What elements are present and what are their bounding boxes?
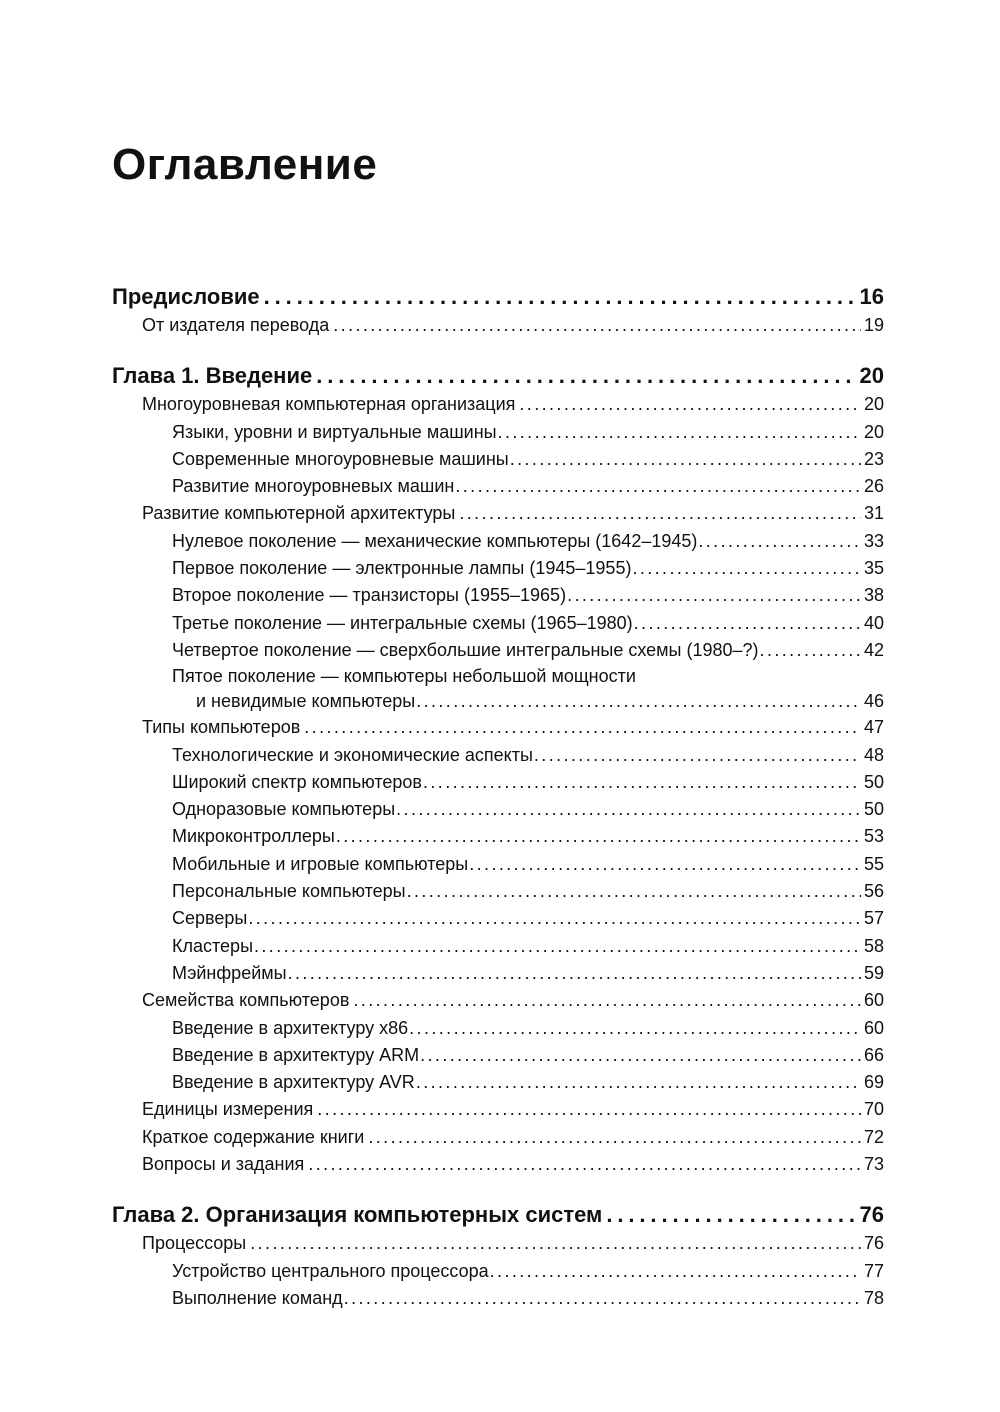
toc-entry[interactable] bbox=[112, 446, 884, 473]
toc-entry[interactable] bbox=[112, 714, 884, 741]
toc-entry[interactable] bbox=[112, 823, 884, 850]
toc-page-number: 20 bbox=[863, 394, 884, 415]
toc-page-number: 46 bbox=[863, 691, 884, 712]
toc-chapter[interactable] bbox=[112, 1200, 884, 1230]
toc-entry-title: Введение в архитектуру x86 bbox=[172, 1017, 409, 1038]
dot-leader bbox=[344, 1285, 861, 1312]
dot-leader bbox=[420, 1042, 861, 1069]
toc-page-number: 69 bbox=[863, 1072, 884, 1093]
toc-page-number: 16 bbox=[859, 284, 884, 309]
dot-leader bbox=[304, 714, 861, 741]
toc-entry-title: Введение в архитектуру ARM bbox=[172, 1044, 420, 1065]
toc-chapter-title: Глава 1. Введение bbox=[112, 363, 313, 389]
toc-entry[interactable] bbox=[112, 473, 884, 500]
toc-page-number: 31 bbox=[863, 503, 884, 524]
toc-page-number: 48 bbox=[863, 744, 884, 765]
toc-entry[interactable] bbox=[112, 1285, 884, 1312]
toc-entry[interactable] bbox=[112, 637, 884, 664]
toc-entry[interactable] bbox=[112, 742, 884, 769]
toc-entry-title: Технологические и экономические аспекты bbox=[172, 744, 533, 765]
dot-leader bbox=[248, 905, 861, 932]
dot-leader bbox=[254, 933, 861, 960]
toc-entry-title: Микроконтроллеры bbox=[172, 826, 335, 847]
dot-leader bbox=[698, 528, 861, 555]
toc-entry[interactable] bbox=[112, 312, 884, 339]
dot-leader bbox=[316, 361, 856, 391]
dot-leader bbox=[353, 987, 861, 1014]
toc-entry[interactable] bbox=[112, 987, 884, 1014]
toc-page-number: 26 bbox=[863, 476, 884, 497]
toc-page-number: 50 bbox=[863, 799, 884, 820]
toc-entry-title: Серверы bbox=[172, 908, 248, 929]
toc-page-number: 40 bbox=[863, 612, 884, 633]
dot-leader bbox=[308, 1151, 861, 1178]
toc-page-number: 50 bbox=[863, 771, 884, 792]
toc-entry[interactable] bbox=[112, 851, 884, 878]
toc-entry[interactable] bbox=[112, 610, 884, 637]
toc-page-number: 33 bbox=[863, 530, 884, 551]
toc-entry[interactable] bbox=[112, 933, 884, 960]
toc-page-number: 56 bbox=[863, 881, 884, 902]
dot-leader bbox=[606, 1200, 856, 1230]
toc-entry[interactable] bbox=[112, 528, 884, 555]
toc-chapter-title: Предисловие bbox=[112, 284, 260, 309]
toc-page-number: 35 bbox=[863, 558, 884, 579]
dot-leader bbox=[567, 582, 861, 609]
toc-page-number: 23 bbox=[863, 448, 884, 469]
toc-page-number: 55 bbox=[863, 853, 884, 874]
dot-leader bbox=[368, 1124, 861, 1151]
dot-leader bbox=[634, 610, 861, 637]
toc-page-number: 70 bbox=[863, 1099, 884, 1120]
toc-page-number: 58 bbox=[863, 935, 884, 956]
toc-entry-title: Современные многоуровневые машины bbox=[172, 448, 509, 469]
toc-page-number: 76 bbox=[863, 1233, 884, 1254]
toc-entry-title: Процессоры bbox=[142, 1233, 247, 1254]
toc-entry[interactable] bbox=[112, 1096, 884, 1123]
toc-entry-title: Широкий спектр компьютеров bbox=[172, 771, 422, 792]
toc-entry[interactable] bbox=[112, 582, 884, 609]
toc-entry[interactable] bbox=[112, 1015, 884, 1042]
dot-leader bbox=[288, 960, 861, 987]
toc-chapter[interactable] bbox=[112, 361, 884, 391]
toc-entry-title: Третье поколение — интегральные схемы (1965–1980) bbox=[172, 612, 633, 633]
dot-leader bbox=[409, 1015, 861, 1042]
dot-leader bbox=[455, 473, 861, 500]
toc-entry-line bbox=[172, 688, 884, 714]
dot-leader bbox=[760, 637, 861, 664]
toc-page-number: 53 bbox=[863, 826, 884, 847]
toc-page-number: 76 bbox=[859, 1202, 884, 1228]
toc-entry-title: Единицы измерения bbox=[142, 1099, 314, 1120]
toc-page-number: 59 bbox=[863, 962, 884, 983]
toc-page-number: 72 bbox=[863, 1126, 884, 1147]
toc-page-number: 47 bbox=[863, 717, 884, 738]
toc-entry-title: Мэйнфреймы bbox=[172, 962, 287, 983]
dot-leader bbox=[317, 1096, 861, 1123]
toc-entry[interactable] bbox=[112, 960, 884, 987]
toc-entry-title: Устройство центрального процессора bbox=[172, 1260, 489, 1281]
toc-entry-title: Семейства компьютеров bbox=[142, 990, 350, 1011]
toc-entry[interactable] bbox=[112, 1258, 884, 1285]
toc-entry-title: Типы компьютеров bbox=[142, 717, 301, 738]
page-title: Оглавление bbox=[112, 140, 378, 189]
table-of-contents bbox=[112, 282, 884, 1312]
dot-leader bbox=[632, 555, 861, 582]
toc-entry[interactable] bbox=[112, 1151, 884, 1178]
dot-leader bbox=[519, 391, 861, 418]
toc-entry-title: Развитие многоуровневых машин bbox=[172, 476, 455, 497]
toc-entry[interactable] bbox=[112, 1124, 884, 1151]
toc-entry-title: Введение в архитектуру AVR bbox=[172, 1072, 415, 1093]
toc-page-number: 57 bbox=[863, 908, 884, 929]
toc-entry[interactable] bbox=[112, 769, 884, 796]
toc-chapter-title: Глава 2. Организация компьютерных систем bbox=[112, 1202, 603, 1228]
toc-page-number: 78 bbox=[863, 1287, 884, 1308]
toc-entry[interactable] bbox=[112, 878, 884, 905]
dot-leader bbox=[469, 851, 861, 878]
toc-entry[interactable] bbox=[112, 391, 884, 418]
toc-page-number: 38 bbox=[863, 585, 884, 606]
dot-leader bbox=[407, 878, 861, 905]
toc-page-number: 20 bbox=[859, 363, 884, 389]
toc-entry-title: Кластеры bbox=[172, 935, 253, 956]
toc-page-number: 42 bbox=[863, 639, 884, 660]
toc-entry-title: Нулевое поколение — механические компьютеры (1642–1945) bbox=[172, 530, 698, 551]
toc-page-number: 60 bbox=[863, 990, 884, 1011]
dot-leader bbox=[459, 500, 861, 527]
toc-entry[interactable] bbox=[112, 1230, 884, 1257]
dot-leader bbox=[498, 419, 861, 446]
toc-entry-title: Одноразовые компьютеры bbox=[172, 799, 396, 820]
dot-leader bbox=[490, 1258, 861, 1285]
toc-entry[interactable] bbox=[112, 419, 884, 446]
toc-entry[interactable] bbox=[112, 555, 884, 582]
toc-entry-title-continued: и невидимые компьютеры bbox=[196, 691, 416, 712]
toc-entry-title: Персональные компьютеры bbox=[172, 881, 406, 902]
dot-leader bbox=[416, 1069, 861, 1096]
dot-leader bbox=[336, 823, 861, 850]
toc-entry[interactable] bbox=[112, 905, 884, 932]
toc-entry[interactable] bbox=[112, 1069, 884, 1096]
toc-chapter[interactable] bbox=[112, 282, 884, 312]
toc-entry[interactable] bbox=[112, 796, 884, 823]
toc-entry[interactable] bbox=[112, 1042, 884, 1069]
toc-entry-title: Пятое поколение — компьютеры небольшой мощности bbox=[172, 666, 636, 687]
toc-entry-title: Языки, уровни и виртуальные машины bbox=[172, 421, 497, 442]
toc-entry-title: От издателя перевода bbox=[142, 315, 330, 335]
dot-leader bbox=[264, 282, 857, 312]
toc-entry-title: Вопросы и задания bbox=[142, 1154, 305, 1175]
toc-page-number: 20 bbox=[863, 421, 884, 442]
toc-entry-title: Первое поколение — электронные лампы (1945–1955) bbox=[172, 558, 632, 579]
toc-page-number: 73 bbox=[863, 1154, 884, 1175]
dot-leader bbox=[396, 796, 861, 823]
toc-page-number: 19 bbox=[863, 315, 884, 335]
toc-page-number: 66 bbox=[863, 1044, 884, 1065]
toc-page-number: 60 bbox=[863, 1017, 884, 1038]
toc-entry-title: Четвертое поколение — сверхбольшие интегральные схемы (1980–?) bbox=[172, 639, 759, 660]
toc-entry[interactable] bbox=[112, 500, 884, 527]
toc-entry-title: Развитие компьютерной архитектуры bbox=[142, 503, 456, 524]
dot-leader bbox=[333, 312, 861, 339]
dot-leader bbox=[423, 769, 861, 796]
toc-entry-title: Краткое содержание книги bbox=[142, 1126, 365, 1147]
toc-entry-title: Мобильные и игровые компьютеры bbox=[172, 853, 469, 874]
toc-entry[interactable] bbox=[112, 664, 884, 714]
dot-leader bbox=[510, 446, 861, 473]
dot-leader bbox=[416, 688, 861, 714]
toc-entry-title: Второе поколение — транзисторы (1955–1965) bbox=[172, 585, 567, 606]
dot-leader bbox=[534, 742, 861, 769]
toc-entry-title: Многоуровневая компьютерная организация bbox=[142, 394, 516, 415]
dot-leader bbox=[250, 1230, 861, 1257]
toc-entry-title: Выполнение команд bbox=[172, 1287, 343, 1308]
toc-page-number: 77 bbox=[863, 1260, 884, 1281]
